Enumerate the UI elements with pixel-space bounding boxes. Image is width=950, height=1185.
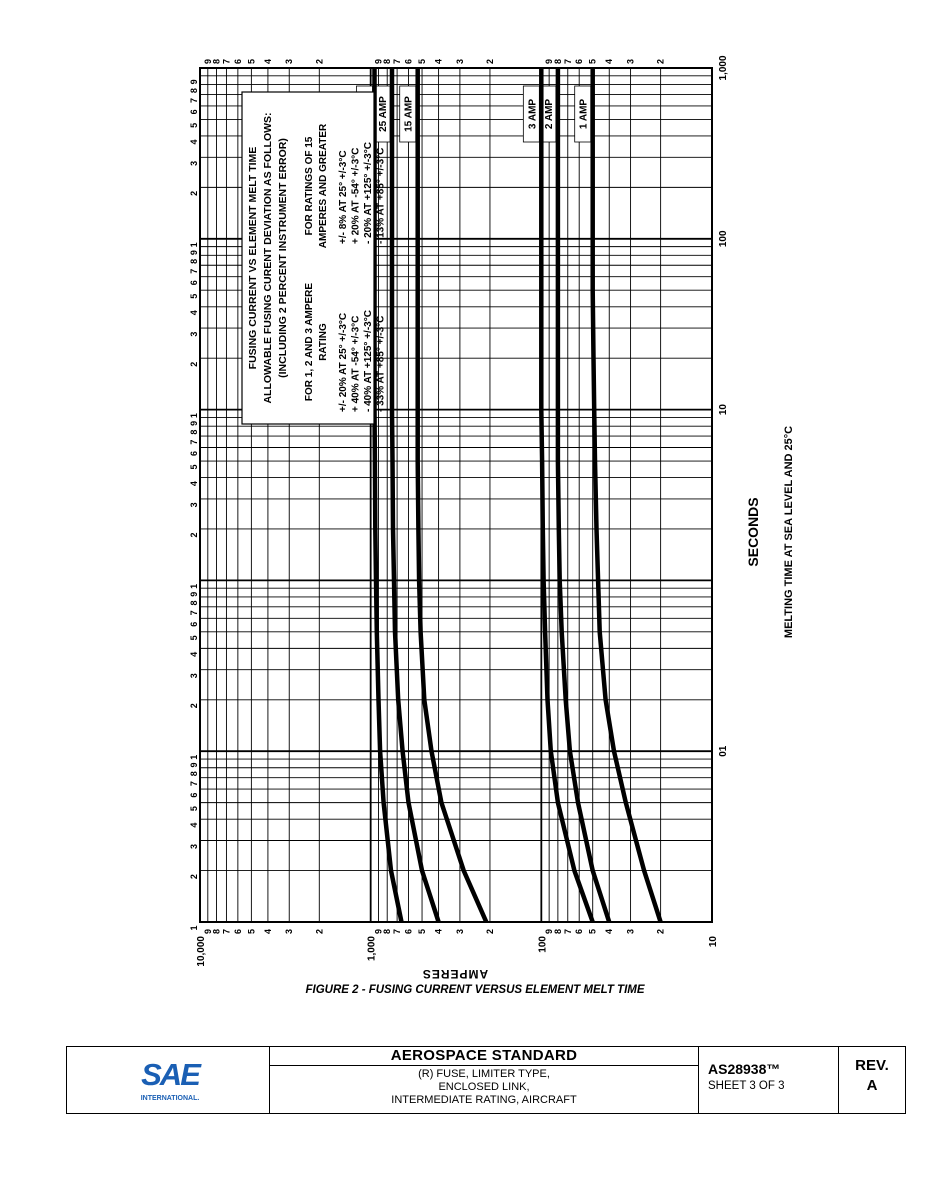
current-minor-digit-top: 2 xyxy=(314,58,325,64)
current-minor-digit-bottom: 7 xyxy=(221,928,232,934)
standard-type: AEROSPACE STANDARD xyxy=(270,1047,698,1066)
time-minor-digit: 9 xyxy=(189,762,199,768)
current-minor-digit-top: 6 xyxy=(574,58,585,64)
current-tick-label: 100 xyxy=(537,936,549,953)
subtitle-line: (R) FUSE, LIMITER TYPE, xyxy=(418,1068,550,1080)
time-minor-digit: 1 xyxy=(189,754,199,760)
time-minor-digit: 2 xyxy=(189,532,199,538)
time-minor-digit: 5 xyxy=(189,464,199,470)
current-minor-digit-bottom: 5 xyxy=(587,928,598,934)
time-minor-digit: 6 xyxy=(189,450,199,457)
time-minor-digit: 9 xyxy=(189,79,199,85)
current-minor-digit-bottom: 8 xyxy=(211,928,222,934)
time-minor-digit: 1 xyxy=(189,925,199,931)
current-minor-digit-bottom: 3 xyxy=(284,928,295,934)
current-minor-digit-bottom: 3 xyxy=(625,928,636,934)
current-minor-digit-top: 4 xyxy=(433,58,444,64)
time-tick-label: 1,000 xyxy=(718,55,729,81)
annotation-line: - 20% AT +125° +/-3°C xyxy=(363,142,374,244)
time-minor-digit: 4 xyxy=(189,481,199,487)
annotation-line: - 13% AT +85° +/-3°C xyxy=(375,147,387,244)
current-minor-digit-top: 2 xyxy=(484,58,495,64)
time-minor-digit: 5 xyxy=(189,122,199,128)
time-minor-digit: 7 xyxy=(189,610,199,616)
curve-label: 25 AMP xyxy=(377,96,389,132)
melt-curve xyxy=(418,68,487,922)
time-minor-digit: 1 xyxy=(189,583,199,589)
curves xyxy=(356,68,660,922)
subtitle-line: INTERMEDIATE RATING, AIRCRAFT xyxy=(391,1094,577,1106)
current-minor-digit-bottom: 5 xyxy=(417,928,428,934)
time-tick-label: 100 xyxy=(718,230,729,248)
melt-curve xyxy=(392,68,439,922)
current-minor-digit-bottom: 4 xyxy=(433,928,444,934)
current-minor-digit-top: 8 xyxy=(552,58,563,64)
time-minor-digit: 7 xyxy=(189,781,199,787)
current-minor-digit-top: 8 xyxy=(211,58,222,64)
time-minor-digit: 8 xyxy=(189,429,199,435)
annotation-line: - 33% AT +85° +/-3°C xyxy=(375,315,387,412)
y-axis-label: AMPERES xyxy=(421,967,489,981)
current-minor-digit-bottom: 9 xyxy=(373,928,384,934)
curve-label: 3 AMP xyxy=(527,98,539,130)
current-minor-digit-top: 3 xyxy=(625,58,636,64)
annotation-line: + 40% AT -54° +/-3°C xyxy=(350,315,362,412)
time-minor-digit: 4 xyxy=(189,822,199,828)
time-minor-digit: 2 xyxy=(189,190,199,196)
time-minor-digit: 4 xyxy=(189,310,199,316)
current-tick-label: 10,000 xyxy=(196,936,207,967)
current-minor-digit-top: 3 xyxy=(454,58,465,64)
time-minor-digit: 3 xyxy=(189,844,199,850)
current-minor-digit-top: 5 xyxy=(246,58,257,64)
subtitle-line: ENCLOSED LINK, xyxy=(438,1081,530,1093)
time-minor-digit: 5 xyxy=(189,635,199,641)
time-minor-digit: 7 xyxy=(189,97,199,103)
current-minor-digit-top: 9 xyxy=(202,58,213,64)
current-minor-digit-top: 9 xyxy=(373,58,384,64)
time-minor-digit: 9 xyxy=(189,591,199,597)
curve-label: 2 AMP xyxy=(543,98,555,130)
current-minor-digit-top: 2 xyxy=(655,58,666,64)
annotation-line: + 20% AT -54° +/-3°C xyxy=(350,147,362,244)
time-minor-digit: 3 xyxy=(189,673,199,679)
annotation-line: (INCLUDING 2 PERCENT INSTRUMENT ERROR) xyxy=(277,138,289,378)
annotation-line: +/- 8% AT 25° +/-3°C xyxy=(338,150,349,244)
current-minor-digit-bottom: 5 xyxy=(246,928,257,934)
current-minor-digit-top: 7 xyxy=(221,58,232,64)
svg-text:INTERNATIONAL.: INTERNATIONAL. xyxy=(140,1095,200,1102)
time-minor-digit: 4 xyxy=(189,139,199,145)
current-minor-digit-top: 5 xyxy=(587,58,598,64)
time-minor-digit: 1 xyxy=(189,242,199,248)
time-minor-digit: 5 xyxy=(189,293,199,299)
curve-label: 15 AMP xyxy=(403,96,415,132)
current-minor-digit-bottom: 4 xyxy=(262,928,273,934)
current-minor-digit-top: 5 xyxy=(417,58,428,64)
time-minor-digit: 8 xyxy=(189,258,199,264)
current-minor-digit-top: 8 xyxy=(382,58,393,64)
current-tick-label: 10 xyxy=(708,936,719,948)
time-minor-digit: 2 xyxy=(189,874,199,880)
current-minor-digit-top: 6 xyxy=(403,58,414,64)
sae-logo xyxy=(137,1053,203,1105)
annotation-line: AMPERES AND GREATER xyxy=(318,123,329,249)
annotation-line: RATING xyxy=(318,323,329,361)
time-minor-digit: 7 xyxy=(189,439,199,445)
time-minor-digit: 6 xyxy=(189,792,199,798)
time-minor-digit: 6 xyxy=(189,621,199,627)
current-tick-label: 1,000 xyxy=(366,936,378,962)
title-block-doc-cell xyxy=(699,1047,839,1113)
current-minor-digit-top: 4 xyxy=(262,58,273,64)
x-axis-label: SECONDS xyxy=(745,497,761,567)
time-minor-digit: 8 xyxy=(189,600,199,606)
time-minor-digit: 8 xyxy=(189,771,199,777)
time-minor-digit: 6 xyxy=(189,109,199,115)
current-minor-digit-top: 6 xyxy=(232,58,243,64)
time-tick-label: 01 xyxy=(718,745,729,757)
time-minor-digit: 3 xyxy=(189,160,199,166)
svg-text:SAE: SAE xyxy=(141,1057,199,1092)
current-minor-digit-bottom: 6 xyxy=(403,928,414,934)
current-minor-digit-bottom: 6 xyxy=(232,928,243,934)
document-title xyxy=(270,1066,698,1107)
current-minor-digit-bottom: 9 xyxy=(544,928,555,934)
current-minor-digit-top: 7 xyxy=(392,58,403,64)
time-minor-digit: 9 xyxy=(189,420,199,426)
annotation-line: ALLOWABLE FUSING CURENT DEVIATION AS FOLLOWS: xyxy=(262,112,274,404)
current-minor-digit-bottom: 9 xyxy=(202,928,213,934)
current-minor-digit-top: 9 xyxy=(544,58,555,64)
title-block xyxy=(66,1046,906,1114)
current-minor-digit-top: 4 xyxy=(604,58,615,64)
annotation-line: FOR 1, 2 AND 3 AMPERE xyxy=(304,282,315,402)
sheet-number: SHEET 3 OF 3 xyxy=(708,1080,785,1092)
annotation-line: FOR RATINGS OF 15 xyxy=(304,136,315,236)
current-minor-digit-bottom: 4 xyxy=(604,928,615,934)
current-minor-digit-top: 3 xyxy=(284,58,295,64)
current-minor-digit-bottom: 7 xyxy=(562,928,573,934)
time-tick-label: 10 xyxy=(718,404,729,416)
revision-value: A xyxy=(866,1077,878,1094)
time-minor-digit: 6 xyxy=(189,280,199,286)
current-minor-digit-bottom: 7 xyxy=(392,928,403,934)
annotation-line: FUSING CURRENT VS ELEMENT MELT TIME xyxy=(247,146,259,370)
current-minor-digit-bottom: 2 xyxy=(655,928,666,934)
melt-curve xyxy=(558,68,609,922)
current-minor-digit-bottom: 2 xyxy=(484,928,495,934)
current-minor-digit-bottom: 6 xyxy=(574,928,585,934)
title-block-logo-cell xyxy=(67,1047,270,1113)
figure-caption: FIGURE 2 - FUSING CURRENT VERSUS ELEMENT MELT TIME xyxy=(305,984,645,996)
title-block-title-cell xyxy=(270,1047,699,1113)
melt-curve xyxy=(593,68,661,922)
time-minor-digit: 7 xyxy=(189,268,199,274)
time-minor-digit: 8 xyxy=(189,88,199,94)
time-minor-digit: 1 xyxy=(189,413,199,419)
current-minor-digit-top: 7 xyxy=(562,58,573,64)
document-number: AS28938™ xyxy=(708,1061,781,1077)
curve-label: 1 AMP xyxy=(578,98,590,130)
current-minor-digit-bottom: 2 xyxy=(314,928,325,934)
annotation-line: +/- 20% AT 25° +/-3°C xyxy=(338,312,349,412)
current-minor-digit-bottom: 8 xyxy=(552,928,563,934)
annotation-line: - 40% AT +125° +/-3°C xyxy=(363,310,374,412)
time-minor-digit: 2 xyxy=(189,703,199,709)
current-minor-digit-bottom: 8 xyxy=(382,928,393,934)
title-block-rev-cell xyxy=(839,1047,905,1113)
x-axis-sublabel: MELTING TIME AT SEA LEVEL AND 25°C xyxy=(783,425,795,639)
time-minor-digit: 3 xyxy=(189,502,199,508)
time-minor-digit: 4 xyxy=(189,651,199,657)
time-minor-digit: 5 xyxy=(189,806,199,812)
time-minor-digit: 9 xyxy=(188,250,199,256)
time-minor-digit: 3 xyxy=(189,331,199,337)
time-minor-digit: 2 xyxy=(189,361,199,367)
current-minor-digit-bottom: 3 xyxy=(454,928,465,934)
revision-label: REV. xyxy=(855,1057,889,1074)
